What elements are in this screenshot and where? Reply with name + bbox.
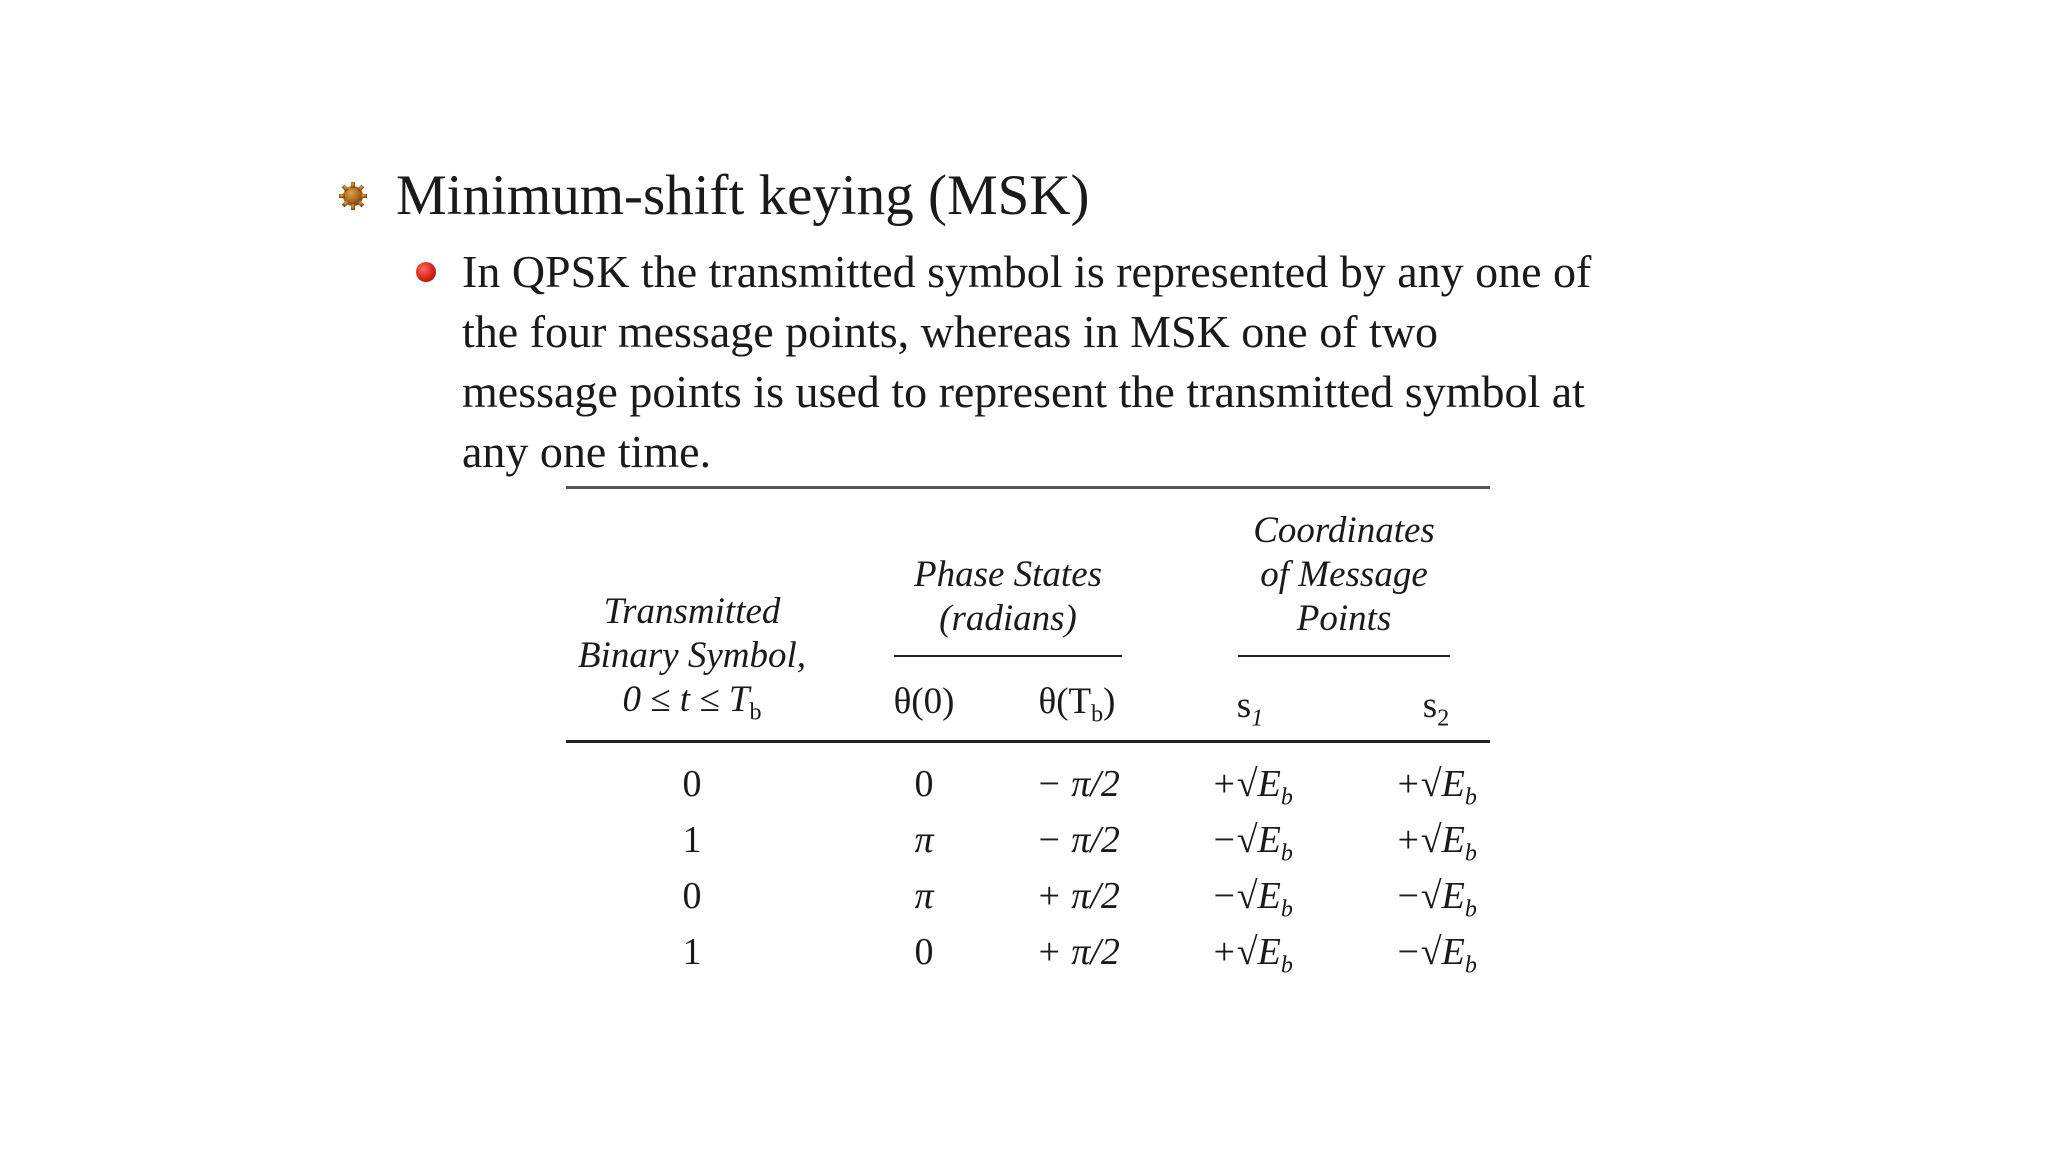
row1-s2: [1395, 762, 1477, 820]
paragraph-line-3: message points is used to represent the transmitted symbol at: [462, 366, 1585, 417]
col-symbol-header: [578, 590, 806, 734]
sub-header-s1-sub: 1: [1251, 705, 1264, 732]
row1-s1-sub: b: [1280, 784, 1293, 811]
coordinates-header-line-3: Points: [1296, 598, 1392, 639]
row2-theta0: π: [914, 819, 934, 861]
row3-s2-value: −√E: [1395, 875, 1465, 917]
row3-s1: [1211, 874, 1293, 932]
sub-header-theta0: [894, 680, 955, 724]
sub-header-theta0-label: θ(0): [893, 681, 955, 722]
row3-s2-sub: b: [1464, 896, 1477, 923]
row3-theta0: π: [914, 875, 934, 917]
row2-s2: [1395, 818, 1477, 876]
row4-s1-sub: b: [1280, 952, 1293, 979]
row4-s2-sub: b: [1464, 952, 1477, 979]
row1-s2-value: +√E: [1395, 763, 1465, 805]
row4-s1: [1211, 930, 1293, 988]
sub-header-thetaT-label: θ(T: [1038, 681, 1092, 722]
col-symbol-header-sub: b: [749, 699, 762, 726]
sub-header-thetaT-close: ): [1103, 681, 1116, 722]
row1-s1: [1211, 762, 1293, 820]
coordinates-header-line-2: of Message: [1260, 554, 1428, 595]
sub-header-s2-sub: 2: [1437, 705, 1450, 732]
row4-symbol: 1: [682, 931, 702, 973]
col-symbol-header-line-1: Transmitted: [603, 591, 781, 632]
row4-s2: [1395, 930, 1477, 988]
row4-thetaT: + π/2: [1036, 931, 1120, 973]
phase-states-header: [914, 553, 1102, 641]
row3-symbol: 0: [682, 875, 702, 917]
table-top-rule: [566, 486, 1490, 489]
row4-s2-value: −√E: [1395, 931, 1465, 973]
row3-s2: [1395, 874, 1477, 932]
row2-s1-sub: b: [1280, 840, 1293, 867]
paragraph-line-1: In QPSK the transmitted symbol is represented by any one of: [462, 246, 1592, 297]
row2-s2-value: +√E: [1395, 819, 1465, 861]
row2-s1-value: −√E: [1211, 819, 1281, 861]
paragraph-line-2: the four message points, whereas in MSK one of two: [462, 306, 1439, 357]
row3-s1-sub: b: [1280, 896, 1293, 923]
paragraph-line-4: any one time.: [462, 426, 712, 477]
phase-states-header-line-2: (radians): [939, 598, 1077, 639]
row1-s1-value: +√E: [1211, 763, 1281, 805]
row2-s1: [1211, 818, 1293, 876]
col-symbol-header-line-2: Binary Symbol,: [577, 635, 807, 676]
row3-thetaT: + π/2: [1036, 875, 1120, 917]
row2-symbol: 1: [682, 819, 702, 861]
row1-theta0: 0: [914, 763, 934, 805]
coordinates-rule: [1238, 655, 1450, 657]
slide-heading: Minimum-shift keying (MSK): [396, 164, 1090, 227]
row1-thetaT: − π/2: [1036, 763, 1120, 805]
row2-thetaT: − π/2: [1036, 819, 1120, 861]
phase-states-rule: [894, 655, 1122, 657]
coordinates-header: [1253, 509, 1435, 641]
coordinates-header-line-1: Coordinates: [1253, 510, 1435, 551]
phase-states-header-line-1: Phase States: [913, 554, 1103, 595]
col-symbol-header-range: 0 ≤ t ≤ T: [622, 679, 750, 720]
row3-s1-value: −√E: [1211, 875, 1281, 917]
sub-header-thetaT: [1039, 680, 1116, 736]
row1-symbol: 0: [682, 763, 702, 805]
row4-s1-value: +√E: [1211, 931, 1281, 973]
sub-header-s2: [1423, 684, 1449, 740]
sub-header-s1-label: s: [1236, 685, 1252, 726]
row4-theta0: 0: [914, 931, 934, 973]
sub-header-s1: [1237, 684, 1263, 740]
sub-header-thetaT-sub: b: [1091, 701, 1104, 728]
sub-header-s2-label: s: [1422, 685, 1438, 726]
col-symbol-header-line-3: [578, 678, 806, 734]
row2-s2-sub: b: [1464, 840, 1477, 867]
row1-s2-sub: b: [1464, 784, 1477, 811]
table-header-rule: [566, 740, 1490, 743]
